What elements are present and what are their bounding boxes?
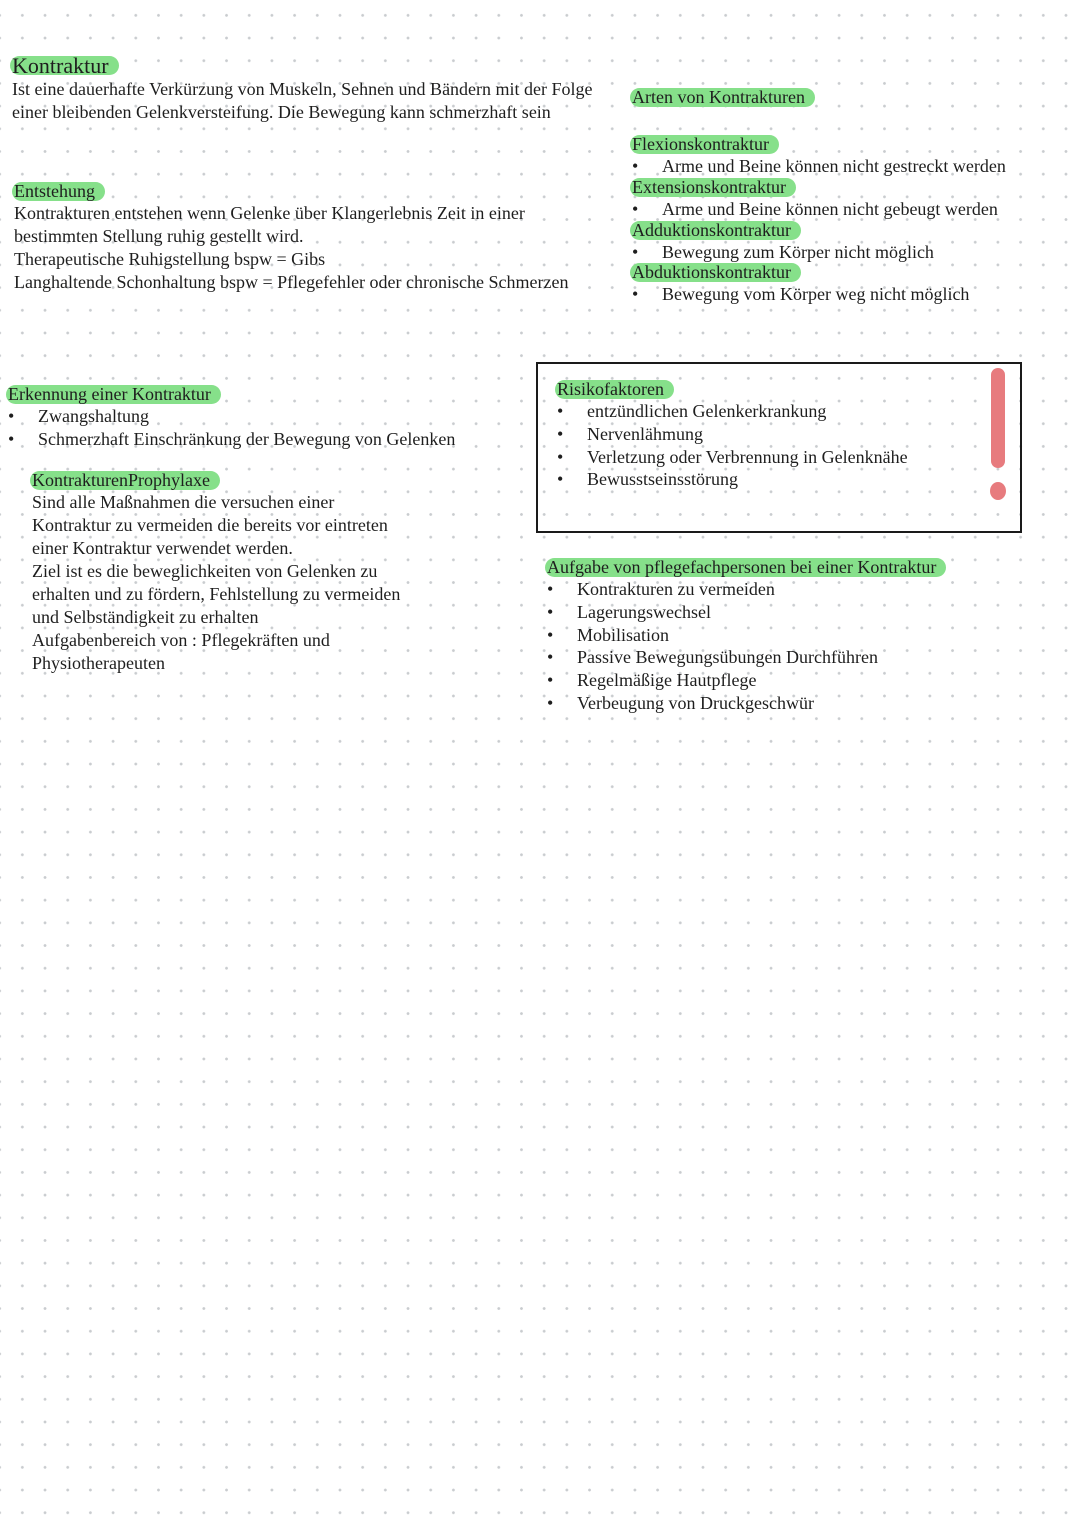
type-name: Flexionskontraktur: [630, 135, 779, 154]
list-item: • Mobilisation: [547, 624, 1027, 647]
list-item: • Zwangshaltung: [8, 405, 528, 428]
list-item: • Passive Bewegungsübungen Durchführen: [547, 646, 1027, 669]
section-prophylaxe: [32, 471, 432, 675]
list-item: • Verletzung oder Verbrennung in Gelenknähe: [557, 446, 977, 469]
list-item: • Bewusstseinsstörung: [557, 468, 977, 491]
section-kontraktur: [12, 53, 612, 124]
list-item: • Schmerzhaft Einschränkung der Bewegung von Gelenken: [8, 428, 528, 451]
type-description: • Arme und Beine können nicht gebeugt werden: [632, 198, 1072, 221]
list-item: • Nervenlähmung: [557, 423, 977, 446]
entstehung-line: Langhaltende Schonhaltung bspw = Pflegefehler oder chronische Schmerzen: [14, 272, 569, 292]
risikofaktoren-heading: Risikofaktoren: [555, 380, 674, 399]
list-item: • entzündlichen Gelenkerkrankung: [557, 400, 977, 423]
list-item: • Kontrakturen zu vermeiden: [547, 578, 1027, 601]
aufgabe-heading: Aufgabe von pflegefachpersonen bei einer Kontraktur: [545, 558, 946, 577]
kontraktur-definition: Ist eine dauerhafte Verkürzung von Muskeln, Sehnen und Bändern mit der Folge einer bleibenden Gelenkversteifung. Die Bewegung kann schmerzhaft sein: [12, 79, 593, 122]
section-erkennung: [8, 385, 528, 451]
type-name: Abduktionskontraktur: [630, 263, 801, 282]
type-name: Extensionskontraktur: [630, 178, 796, 197]
arten-heading: Arten von Kontrakturen: [630, 88, 815, 107]
kontraktur-type: [632, 135, 1072, 178]
section-entstehung: [14, 182, 614, 294]
entstehung-heading: Entstehung: [12, 182, 105, 201]
list-item: • Verbeugung von Druckgeschwür: [547, 692, 1027, 715]
kontraktur-type: [632, 221, 1072, 264]
section-aufgabe: [547, 558, 1027, 715]
erkennung-heading: Erkennung einer Kontraktur: [6, 385, 221, 404]
section-risikofaktoren: [557, 380, 977, 491]
prophylaxe-line: Sind alle Maßnahmen die versuchen einer Kontraktur zu vermeiden die bereits vor eintreten einer Kontraktur verwendet werden.: [32, 492, 388, 558]
page-title: [12, 53, 612, 78]
kontraktur-type: [632, 178, 1072, 221]
prophylaxe-line: Ziel ist es die beweglichkeiten von Gelenken zu erhalten und zu fördern, Fehlstellung zu vermeiden und Selbständigkeit zu erhalten: [32, 561, 401, 627]
prophylaxe-heading: KontrakturenProphylaxe: [30, 471, 220, 490]
prophylaxe-line: Aufgabenbereich von : Pflegekräften und Physiotherapeuten: [32, 630, 330, 673]
section-arten: [632, 88, 1072, 306]
list-item: • Lagerungswechsel: [547, 601, 1027, 624]
type-description: • Bewegung vom Körper weg nicht möglich: [632, 283, 1072, 306]
list-item: • Regelmäßige Hautpflege: [547, 669, 1027, 692]
type-description: • Bewegung zum Körper nicht möglich: [632, 241, 1072, 264]
entstehung-line: Kontrakturen entstehen wenn Gelenke über Klangerlebnis Zeit in einer bestimmten Stellung ruhig gestellt wird.: [14, 203, 525, 246]
type-description: • Arme und Beine können nicht gestreckt werden: [632, 155, 1072, 178]
entstehung-line: Therapeutische Ruhigstellung bspw = Gibs: [14, 249, 326, 269]
kontraktur-type: [632, 263, 1072, 306]
kontraktur-title: Kontraktur: [10, 56, 119, 75]
exclamation-icon: [991, 368, 1005, 468]
type-name: Adduktionskontraktur: [630, 221, 801, 240]
exclamation-dot-icon: [990, 482, 1006, 500]
